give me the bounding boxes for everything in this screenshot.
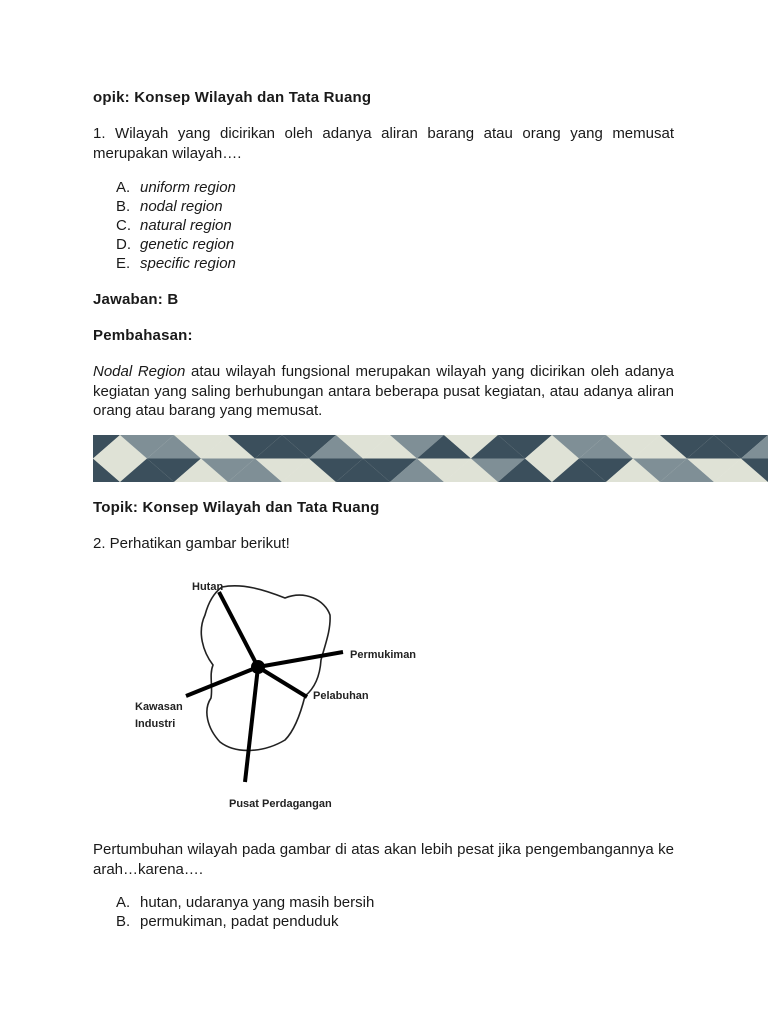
label-pelabuhan: Pelabuhan <box>313 690 369 702</box>
option-letter: B. <box>116 913 131 930</box>
label-pusat-perdagangan: Pusat Perdagangan <box>229 798 332 810</box>
option-letter: B. <box>116 198 131 215</box>
line-to-kawasan-industri <box>186 667 258 696</box>
option-letter: A. <box>116 179 131 196</box>
label-kawasan: Kawasan <box>135 701 183 713</box>
explanation-heading: Pembahasan: <box>93 327 193 344</box>
option-letter: C. <box>116 217 131 234</box>
line-to-pusat-perdagangan <box>245 667 258 782</box>
line-to-permukiman <box>258 652 343 667</box>
region-outline <box>201 586 330 751</box>
answer-label: Jawaban: B <box>93 291 179 308</box>
option-b <box>116 912 374 931</box>
option-d <box>116 235 236 254</box>
option-b <box>116 197 236 216</box>
option-letter: A. <box>116 894 131 911</box>
label-permukiman: Permukiman <box>350 649 417 661</box>
decorative-banner <box>93 435 768 482</box>
explanation-paragraph <box>93 362 674 421</box>
central-node <box>251 660 265 674</box>
banner-triangles <box>93 435 768 482</box>
explanation-text: atau wilayah fungsional merupakan wilayah yang dicirikan oleh adanya kegiatan yang saling berhubungan antara beberapa pusat kegiatan, atau adanya aliran orang atau barang yang memusat. <box>93 363 674 419</box>
option-text: uniform region <box>140 179 236 196</box>
option-letter: E. <box>116 255 131 272</box>
nodal-region-diagram <box>125 570 425 815</box>
question-2: 2. Perhatikan gambar berikut! <box>93 535 290 552</box>
option-text: natural region <box>140 217 232 234</box>
option-a <box>116 893 374 912</box>
option-text: nodal region <box>140 198 223 215</box>
label-hutan: Hutan <box>192 581 224 593</box>
question-1: 1. Wilayah yang dicirikan oleh adanya aliran barang atau orang yang memusat merupakan wilayah…. <box>93 125 674 162</box>
options-list-1 <box>116 178 236 273</box>
option-c <box>116 216 236 235</box>
topic-heading-2: Topik: Konsep Wilayah dan Tata Ruang <box>93 499 380 516</box>
line-to-pelabuhan <box>258 667 307 697</box>
option-e <box>116 254 236 273</box>
line-to-hutan <box>219 592 258 667</box>
options-list-2 <box>116 893 374 931</box>
option-text: permukiman, padat penduduk <box>140 913 339 930</box>
option-text: genetic region <box>140 236 235 253</box>
topic-heading-1: opik: Konsep Wilayah dan Tata Ruang <box>93 89 372 106</box>
explanation-term: Nodal Region <box>93 363 186 380</box>
option-letter: D. <box>116 236 131 253</box>
label-industri: Industri <box>135 718 176 730</box>
option-text: hutan, udaranya yang masih bersih <box>140 894 375 911</box>
followup-question: Pertumbuhan wilayah pada gambar di atas akan lebih pesat jika pengembangannya ke arah…karena…. <box>93 841 674 878</box>
option-text: specific region <box>140 255 236 272</box>
option-a <box>116 178 236 197</box>
